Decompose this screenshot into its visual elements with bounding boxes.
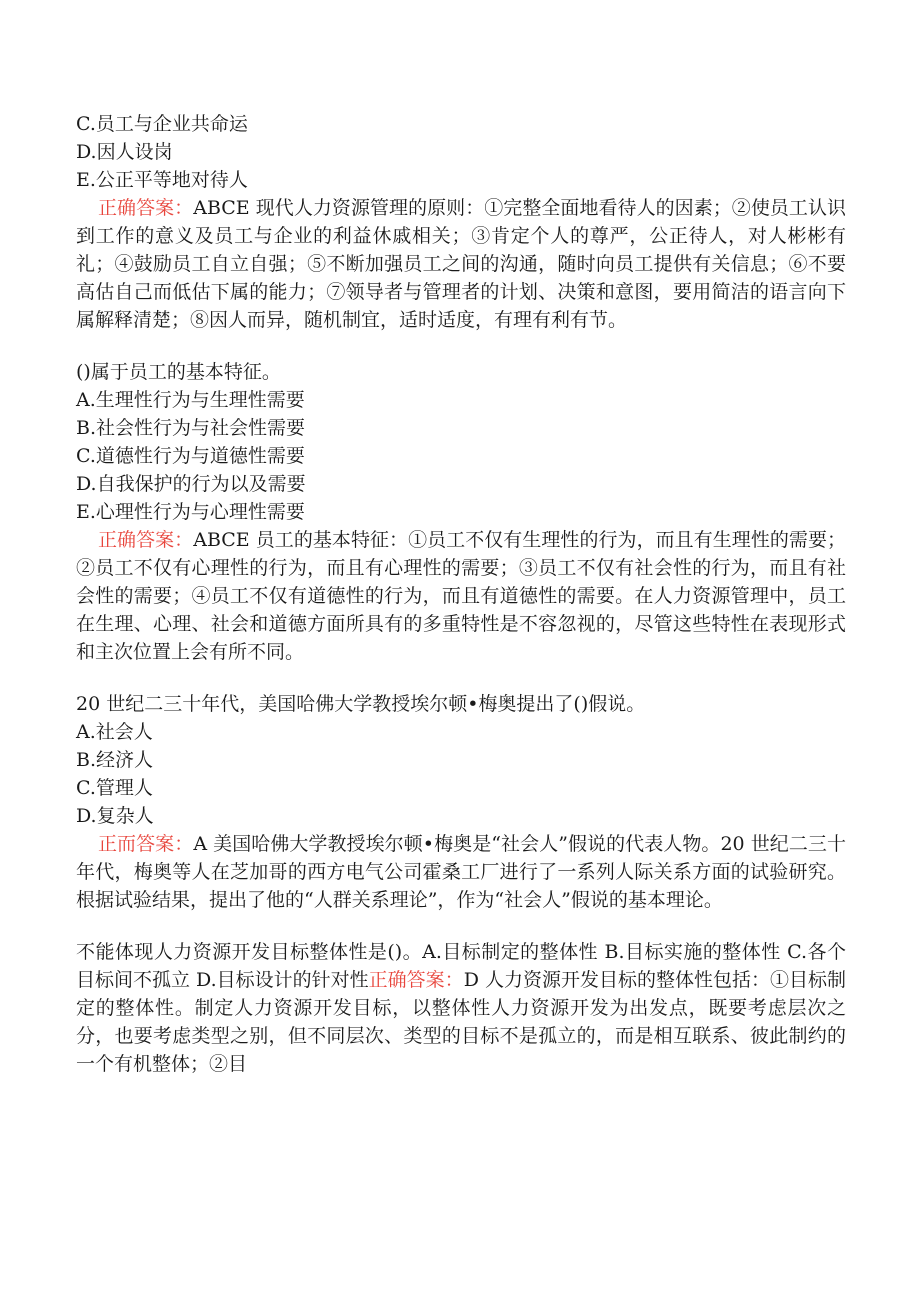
answer-text: ABCE 员工的基本特征：①员工不仅有生理性的行为，而且有生理性的需要；②员工不仅有心理性的行为，而且有心理性的需要；③员工不仅有社会性的行为，而且有社会性的需要；④员工不仅有道德性的行为，而且有道德性的需要。在人力资源管理中，员工在生理、心理、社会和道德方面所具有的多重特性是不容忽视的，尽管这些特性在表现形式和主次位置上会有所不同。	[76, 529, 846, 663]
answer-text: A 美国哈佛大学教授埃尔顿•梅奥是“社会人”假说的代表人物。20 世纪二三十年代，梅奥等人在芝加哥的西方电气公司霍桑工厂进行了一系列人际关系方面的试验研究。根据试验结果，提出了他的“人群关系理论”，作为“社会人”假说的基本理论。	[76, 833, 846, 911]
answer-label: 正确答案：	[98, 197, 194, 219]
option-c: C.管理人	[76, 777, 153, 799]
question-text: 20 世纪二三十年代，美国哈佛大学教授埃尔顿•梅奥提出了()假说。	[76, 693, 646, 715]
answer-label: 正而答案：	[98, 833, 194, 855]
answer-label: 正确答案：	[98, 529, 194, 551]
option-e: E.心理性行为与心理性需要	[76, 501, 305, 523]
option-a: A.生理性行为与生理性需要	[76, 389, 305, 411]
option-d: D.复杂人	[76, 805, 154, 827]
answer-text: ABCE 现代人力资源管理的原则：①完整全面地看待人的因素；②使员工认识到工作的意义及员工与企业的利益休戚相关；③肯定个人的尊严，公正待人，对人彬彬有礼；④鼓励员工自立自强；⑤不断加强员工之间的沟通，随时向员工提供有关信息；⑥不要高估自己而低估下属的能力；⑦领导者与管理者的计划、决策和意图，要用简洁的语言向下属解释清楚；⑧因人而异，随机制宜，适时适度，有理有利有节。	[76, 197, 846, 331]
question-3	[76, 690, 846, 914]
answer-label: 正确答案：	[368, 969, 464, 991]
answer-paragraph	[76, 194, 846, 334]
option-b: B.社会性行为与社会性需要	[76, 417, 306, 439]
question-1	[76, 110, 846, 334]
answer-text: D 人力资源开发目标的整体性包括：①目标制定的整体性。制定人力资源开发目标，以整体性人力资源开发为出发点，既要考虑层次之分，也要考虑类型之别，但不同层次、类型的目标不是孤立的，而是相互联系、彼此制约的一个有机整体；②目	[76, 969, 846, 1075]
option-b: B.经济人	[76, 749, 154, 771]
answer-paragraph	[76, 830, 846, 914]
option-d: D.自我保护的行为以及需要	[76, 473, 306, 495]
question-text: 不能体现人力资源开发目标整体性是()。A.目标制定的整体性 B.目标实施的整体性 C.各个目标间不孤立 D.目标设计的针对性	[76, 941, 846, 991]
question-4	[76, 938, 846, 1078]
question-2	[76, 358, 846, 666]
option-a: A.社会人	[76, 721, 153, 743]
option-c: C.道德性行为与道德性需要	[76, 445, 305, 467]
option-e: E.公正平等地对待人	[76, 169, 248, 191]
option-d: D.因人设岗	[76, 141, 173, 163]
option-c: C.员工与企业共命运	[76, 113, 248, 135]
document-page	[76, 110, 846, 1078]
question-text: ()属于员工的基本特征。	[76, 361, 281, 383]
answer-paragraph	[76, 526, 846, 666]
